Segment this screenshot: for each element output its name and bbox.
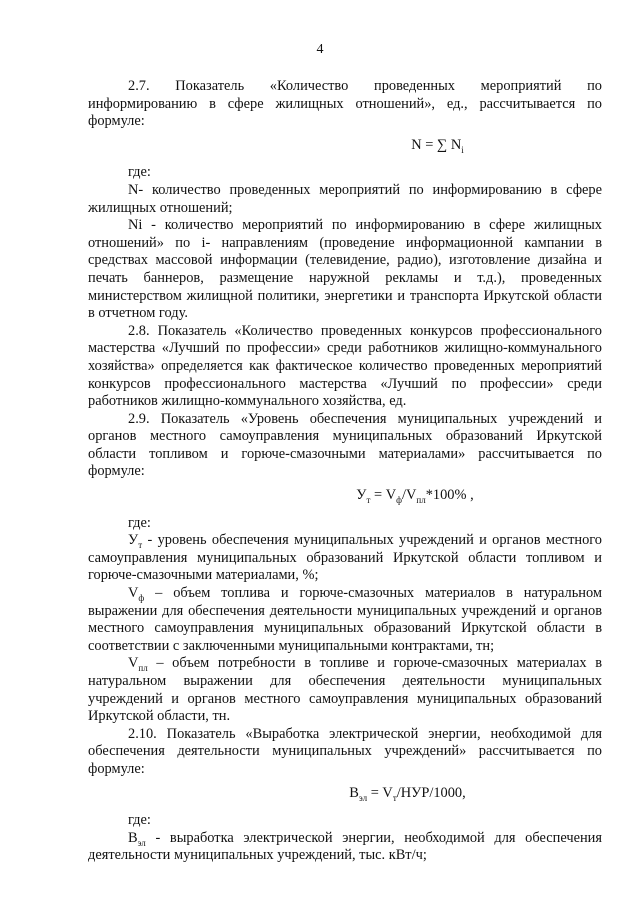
definition-n: N- количество проведенных мероприятий по информированию в сфере жилищных отношений; [88,181,602,216]
formula-bel: $В_{эл} = V_т/НУР/1000$, [349,784,466,803]
where-label: где: [128,514,151,531]
definition-bel: $В_{эл}$ - выработка электрической энергии, необходимой для обеспечения деятельности муниципальных учреждений, тыс. кВт/ч; [88,829,602,864]
paragraph-2-10: 2.10. Показатель «Выработка электрической энергии, необходимой для обеспечения деятельности муниципальных учреждений» рассчитывается по формуле: [88,725,602,777]
document-body [88,78,602,865]
paragraph-2-9: 2.9. Показатель «Уровень обеспечения муниципальных учреждений и органов местного самоуправления муниципальных образований Иркутской области топливом и горюче-смазочными материалами» рассчитывается по формуле: [88,410,602,480]
page-number: 4 [316,42,324,57]
formula-yt: $У_т = V_ф/V_{пл}*100\%$ , [356,487,474,505]
definition-ni: Ni - количество мероприятий по информированию в сфере жилищных отношений» по i- направлениям (проведение информационной кампании в средствах массовой информации (телевидение, радио), изготовление дизайна и печать баннеров, размещение наружной рекламы и т.д.), проведенных министерством жилищной политики, энергетики и транспорта Иркутской области в отчетном году. [88,217,602,322]
definition-yt: $У_т$ - уровень обеспечения муниципальных учреждений и органов местного самоуправления муниципальных образований Иркутской области топливом и горюче-смазочными материалами, %; [88,532,602,584]
paragraph-2-7: 2.7. Показатель «Количество проведенных мероприятий по информированию в сфере жилищных отношений», ед., рассчитывается по формуле: [88,78,602,130]
where-label: где: [128,164,151,181]
where-label: где: [128,812,151,829]
paragraph-2-8: 2.8. Показатель «Количество проведенных конкурсов профессионального мастерства «Лучший по профессии» среди работников жилищно-коммунального хозяйства» определяется как фактическое количество проведенных мероприятий конкурсов профессионального мастерства «Лучший по профессии» среди работников жилищно-коммунального хозяйства, ед. [88,322,602,410]
formula-n-sum: N = ∑ $N_i$ [411,136,464,155]
definition-vpl: $V_{пл}$ – объем потребности в топливе и горюче-смазочных материалах в натуральном выражении для обеспечения деятельности муниципальных учреждений и органов местного самоуправления муниципальных образований Иркутской области, тн. [88,655,602,725]
definition-vf: $V_ф$ – объем топлива и горюче-смазочных материалов в натуральном выражении для обеспечения деятельности муниципальных учреждений и органов местного самоуправления муниципальных образований Иркутской области в соответствии с заключенными муниципальными контрактами, тн; [88,585,602,654]
